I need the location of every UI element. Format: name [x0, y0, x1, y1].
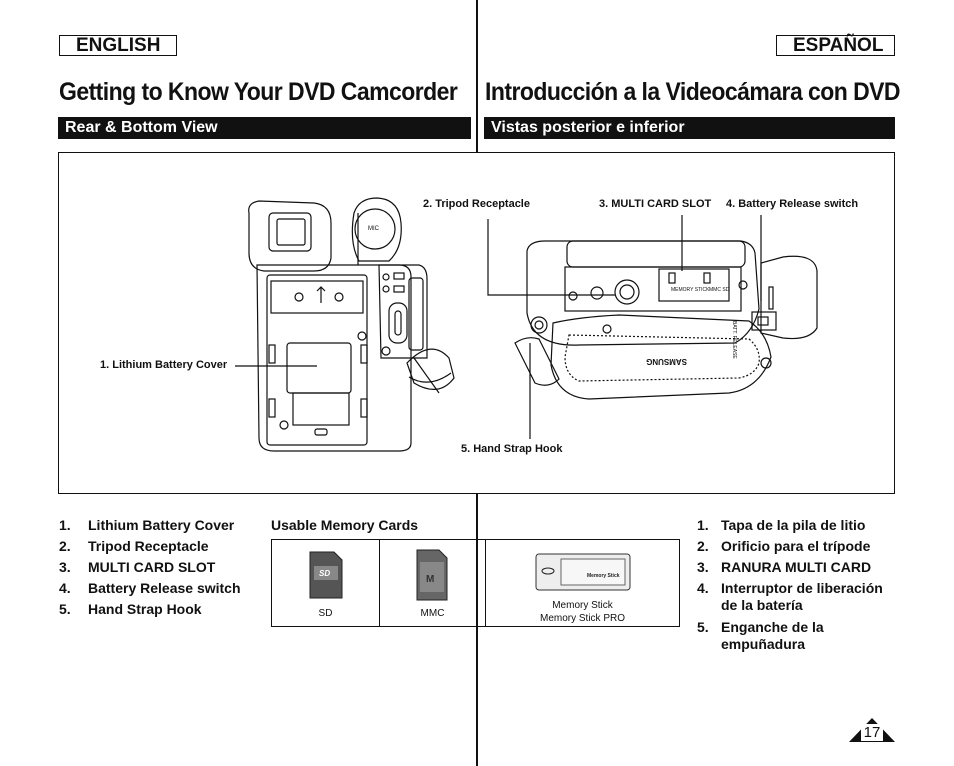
callout-leaders	[235, 213, 761, 439]
spanish-label: ESPAÑOL	[776, 35, 895, 56]
list-item: 1. Lithium Battery Cover	[59, 517, 235, 533]
camcorder-diagram	[58, 152, 895, 494]
section-heading-english: Rear & Bottom View	[58, 117, 471, 139]
english-label: ENGLISH	[59, 35, 177, 56]
list-item: 2. Tripod Receptacle	[59, 538, 209, 554]
list-item: 1. Tapa de la pila de litio	[697, 517, 866, 533]
section-heading-spanish: Vistas posterior e inferior	[484, 117, 895, 139]
list-item: 2. Orificio para el trípode	[697, 538, 871, 554]
column-divider-bottom	[476, 494, 478, 766]
memory-stick-label: MEMORY STICK	[671, 287, 710, 293]
memory-stick-face-label: Memory Stick	[587, 573, 620, 579]
usable-memory-cards-title: Usable Memory Cards	[271, 517, 419, 533]
sd-label: SD	[318, 608, 333, 619]
callout-hand-strap-hook: 5. Hand Strap Hook	[461, 443, 563, 455]
svg-text:SD: SD	[319, 569, 331, 578]
list-item: 3. MULTI CARD SLOT	[59, 559, 216, 575]
parts-list-english	[59, 517, 264, 622]
bottom-view-camcorder	[515, 241, 817, 399]
brand-label: SAMSUNG	[646, 357, 687, 366]
memory-stick-label-1: Memory Stick	[552, 600, 613, 611]
page-number: 17	[863, 724, 881, 741]
callout-lithium-battery-cover: 1. Lithium Battery Cover	[100, 359, 228, 371]
list-item: 4. Battery Release switch	[59, 580, 241, 596]
card-cell-memory-stick	[486, 540, 679, 626]
list-item: 3. RANURA MULTI CARD	[697, 559, 872, 575]
card-cell-sd	[272, 540, 380, 626]
column-divider-top	[476, 0, 478, 152]
callout-multi-card-slot: 3. MULTI CARD SLOT	[599, 198, 712, 210]
mmc-card-icon	[415, 548, 449, 602]
battery-release-label: BATT. RELEASE	[731, 321, 737, 359]
card-cell-mmc	[380, 540, 486, 626]
memory-stick-icon	[535, 553, 631, 591]
mmc-sd-label: MMC SD	[709, 287, 730, 293]
rear-view-camcorder	[249, 198, 454, 451]
mmc-label: MMC	[420, 608, 445, 619]
list-item: 5. Hand Strap Hook	[59, 601, 202, 617]
list-item: 4. Interruptor de liberación de la batería	[697, 580, 883, 613]
svg-text:M: M	[426, 574, 435, 585]
callout-battery-release-switch: 4. Battery Release switch	[726, 198, 859, 210]
list-item: 5. Enganche de la empuñadura	[697, 619, 824, 652]
mic-label: MIC	[368, 226, 379, 232]
page-title-english: Getting to Know Your DVD Camcorder	[59, 78, 458, 106]
memory-cards-table	[271, 539, 680, 627]
sd-card-icon	[308, 550, 344, 600]
callout-tripod-receptacle: 2. Tripod Receptacle	[423, 198, 530, 210]
parts-list-spanish	[697, 517, 897, 658]
page-number-badge	[849, 718, 895, 742]
memory-stick-label-2: Memory Stick PRO	[539, 613, 625, 624]
page-title-spanish: Introducción a la Videocámara con DVD	[485, 78, 901, 106]
